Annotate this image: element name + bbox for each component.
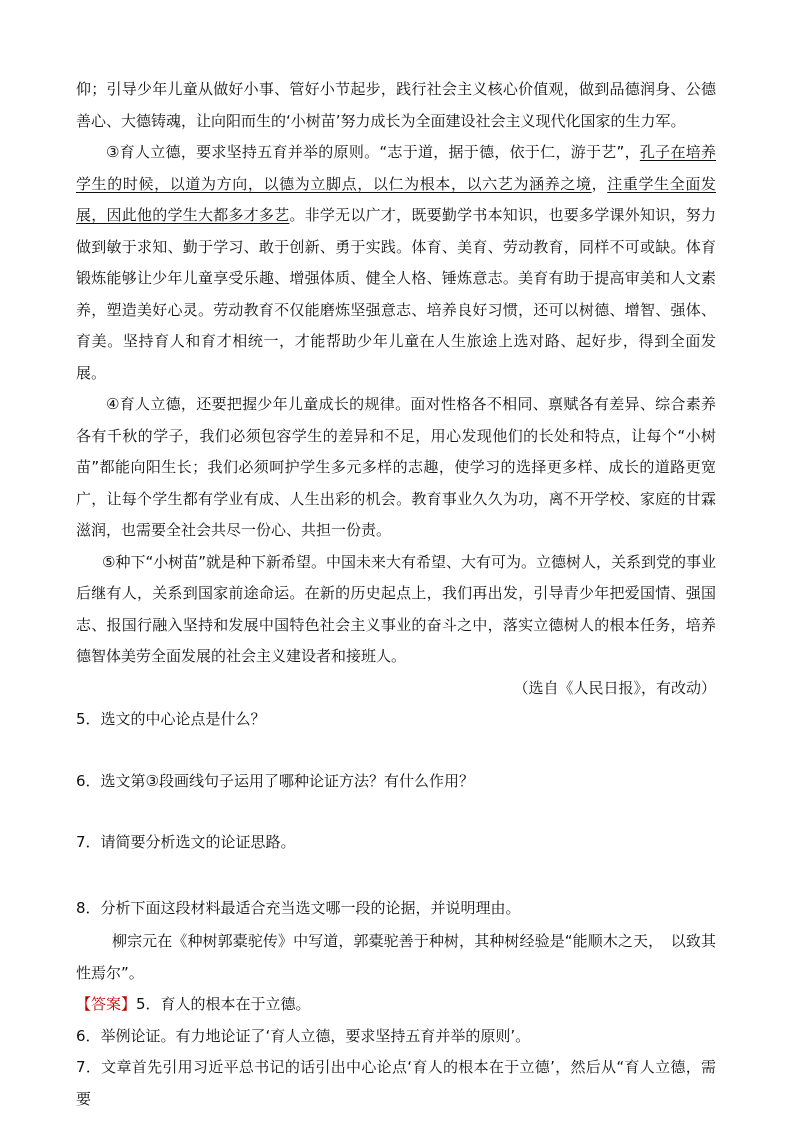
underlined-sentence-1: 孔子在培养学生的时候，以道为方向，以德为立脚点，以仁为根本，以六艺为涵养之境: [76, 143, 716, 193]
question-7: 7．请简要分析选文的论证思路。: [76, 833, 296, 851]
underlined-sentence-2: 注重学生全面发展，因此他的学生大都多才多艺: [76, 174, 716, 224]
paragraph-5: ⑤种下“小树苗”就是种下新希望。中国未来大有希望、大有可为。立德树人，关系到党的事业后继有人，关系到国家前途命运。在新的历史起点上，我们再出发，引导青少年把爱国情、强国志、报国行融入坚持和发展中国特色社会主义事业的奋斗之中，落实立德树人的根本任务，培养德智体美劳全面发展的社会主义建设者和接班人。: [76, 552, 716, 665]
question-8: 8．分析下面这段材料最适合充当选文哪一段的论据，并说明理由。: [76, 898, 521, 917]
paragraph-3-text-a: ③育人立德，要求坚持五育并举的原则。“志于道，据于德，依于仁，游于艺”，: [106, 143, 640, 161]
question-8-material: 柳宗元在《种树郭橐驼传》中写道，郭橐驼善于种树，其种树经验是“能顺木之天， 以致其性焉尔”。: [76, 932, 716, 982]
paragraph-continued: 仰；引导少年儿童从做好小事、管好小节起步，践行社会主义核心价值观，做到品德润身、公德善心、大德铸魂，让向阳而生的‘小树苗’努力成长为全面建设社会主义现代化国家的生力军。: [76, 80, 716, 130]
paragraph-3: [76, 137, 716, 389]
paragraph-3-text-b: ，: [591, 174, 608, 193]
source-citation: （选自《人民日报》，有改动）: [513, 678, 716, 697]
answer-6: 6．举例论证。有力地论证了‘育人立德，要求坚持五育并举的原则’。: [76, 1026, 531, 1045]
document-body: [76, 74, 716, 1115]
question-5: 5．选文的中心论点是什么？: [76, 710, 266, 728]
answer-label: 【答案】: [76, 995, 137, 1013]
paragraph-4: ④育人立德，还要把握少年儿童成长的规律。面对性格各不相同、禀赋各有差异、综合素养各有千秋的学子，我们必须包容学生的差异和不足，用心发现他们的长处和特点，让每个“小树苗”都能向阳生长；我们必须呵护学生多元多样的志趣，使学习的选择更多样、成长的道路更宽广，让每个学生都有学业有成、人生出彩的机会。教育事业久久为功，离不开学校、家庭的甘霖滋润，也需要全社会共尽一份心、共担一份责。: [76, 395, 716, 539]
question-6: 6．选文第③段画线句子运用了哪种论证方法？有什么作用？: [76, 771, 474, 790]
answer-space: [76, 859, 716, 893]
answer-7: 7．文章首先引用习近平总书记的话引出中心论点‘育人的根本在于立德’，然后从“育人立德，需要: [76, 1058, 716, 1108]
answer-5-text: 5．育人的根本在于立德。: [136, 995, 311, 1013]
paragraph-3-text-c: 。非学无以广才，既要勤学书本知识，也要多学课外知识，努力做到敏于求知、勤于学习、敢于创新、勇于实践。体育、美育、劳动教育，同样不可或缺。体育锻炼能够让少年儿童享受乐趣、增强体质、健全人格、锤炼意志。美育有助于提高审美和人文素养，塑造美好心灵。劳动教育不仅能磨炼坚强意志、培养良好习惯，还可以树德、增智、强体、育美。坚持育人和育才相统一，才能帮助少年儿童在人生旅途上选对路、起好步，得到全面发展。: [76, 206, 716, 382]
answer-space: [76, 797, 716, 827]
answer-space: [76, 736, 716, 766]
answer-5: [76, 989, 716, 1021]
